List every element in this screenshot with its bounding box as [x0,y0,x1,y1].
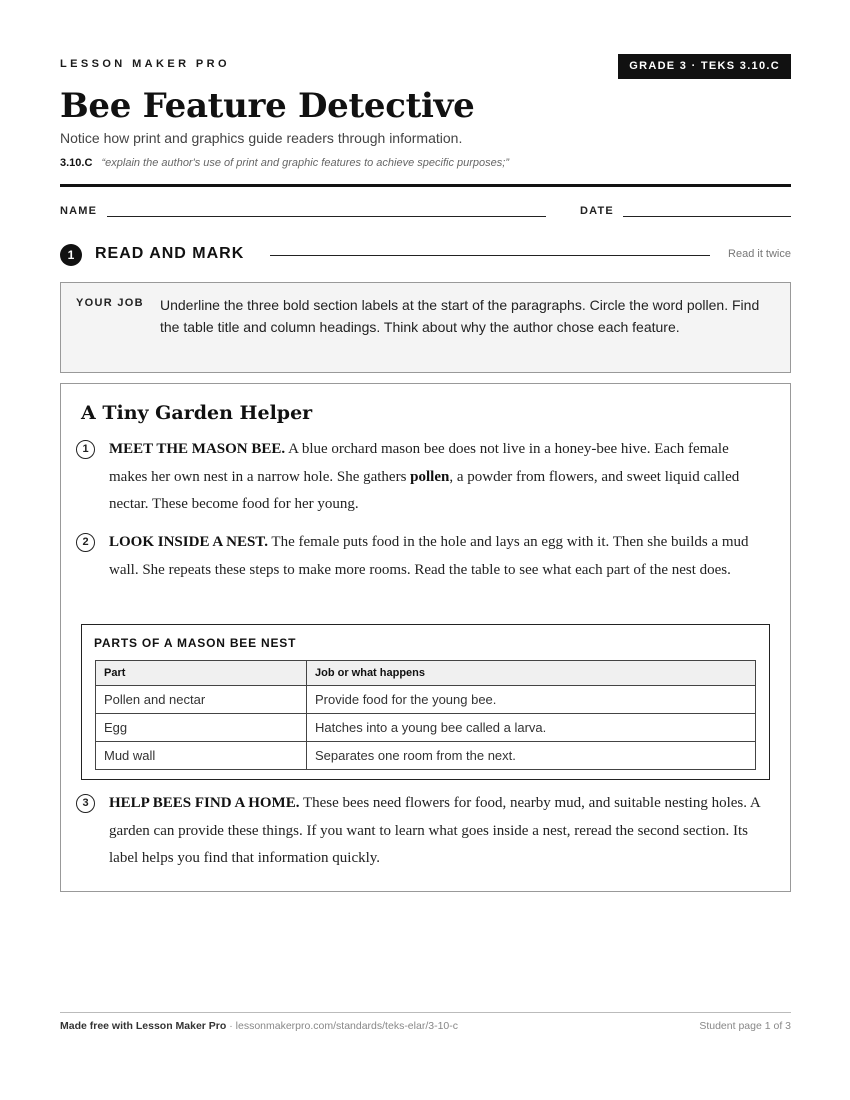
passage-title: A Tiny Garden Helper [81,402,313,424]
page-title: Bee Feature Detective [60,86,475,126]
paragraph-3[interactable] [109,790,769,873]
paragraph-2[interactable] [109,529,769,584]
standard-code: 3.10.C [60,157,93,169]
header-divider [60,184,791,187]
table-cell: Separates one room from the next. [307,742,756,770]
table-row [96,742,756,770]
date-label: DATE [580,205,614,217]
page-subtitle: Notice how print and graphics guide readers through information. [60,130,463,146]
your-job-box [60,282,791,373]
table-title: PARTS OF A MASON BEE NEST [94,636,297,650]
paragraph-number-2: 2 [76,533,95,552]
table-cell: Egg [96,714,307,742]
section-title: READ AND MARK [95,245,245,262]
paragraph-2-text: The female puts food in the hole and lays an egg with it. Then she builds a mud wall. She repeats these steps to make more rooms. Read the table to see what each part of the nest does. [109,534,749,578]
nest-table-box [81,624,770,780]
footer-page-number: Student page 1 of 3 [699,1020,791,1032]
footer-separator: · [226,1020,236,1032]
section-label-3: HELP BEES FIND A HOME. [109,795,300,811]
section-number-badge: 1 [60,244,82,266]
standard-text: “explain the author's use of print and graphic features to achieve specific purposes;” [101,157,509,169]
paragraph-3-text: These bees need flowers for food, nearby mud, and suitable nesting holes. A garden can provide these things. If you want to learn what goes inside a nest, reread the second section. Its label helps you find that information quickly. [109,795,760,866]
footer-made-with: Made free with Lesson Maker Pro [60,1020,227,1032]
brand-name: LESSON MAKER PRO [60,58,230,70]
name-field[interactable] [107,216,546,217]
footer-credit [60,1020,458,1032]
section-label-2: LOOK INSIDE A NEST. [109,534,268,550]
footer-url[interactable]: lessonmakerpro.com/standards/teks-elar/3-10-c [235,1020,458,1032]
paragraph-number-1: 1 [76,440,95,459]
footer-divider [60,1012,791,1013]
worksheet-page [60,0,791,1100]
grade-badge: GRADE 3 · TEKS 3.10.C [618,54,791,79]
date-field[interactable] [623,216,791,217]
table-row [96,714,756,742]
table-cell: Provide food for the young bee. [307,686,756,714]
vocab-word-pollen[interactable]: pollen [410,468,450,485]
table-row [96,686,756,714]
column-heading-job: Job or what happens [307,661,756,686]
your-job-instructions: Underline the three bold section labels at the start of the paragraphs. Circle the word pollen. Find the table title and column headings. Think about why the author chose each feature. [160,297,760,335]
paragraph-1-text-b: , a powder from flowers, and sweet liquid called nectar. These become food for her young. [109,468,740,512]
paragraph-1-text-a: A blue orchard mason bee does not live in a honey-bee hive. Each female makes her own nest in a narrow hole. She gathers [109,441,729,485]
section-label-1: MEET THE MASON BEE. [109,441,286,457]
name-label: NAME [60,205,98,217]
standard-line [60,157,509,169]
reading-passage [60,383,791,892]
section-note: Read it twice [728,248,791,260]
table-cell: Hatches into a young bee called a larva. [307,714,756,742]
section-divider [270,255,710,256]
your-job-label: YOUR JOB [76,297,144,309]
column-heading-part: Part [96,661,307,686]
table-cell: Pollen and nectar [96,686,307,714]
table-cell: Mud wall [96,742,307,770]
nest-parts-table [95,660,756,770]
table-header-row [96,661,756,686]
paragraph-1[interactable] [109,436,769,519]
paragraph-number-3: 3 [76,794,95,813]
